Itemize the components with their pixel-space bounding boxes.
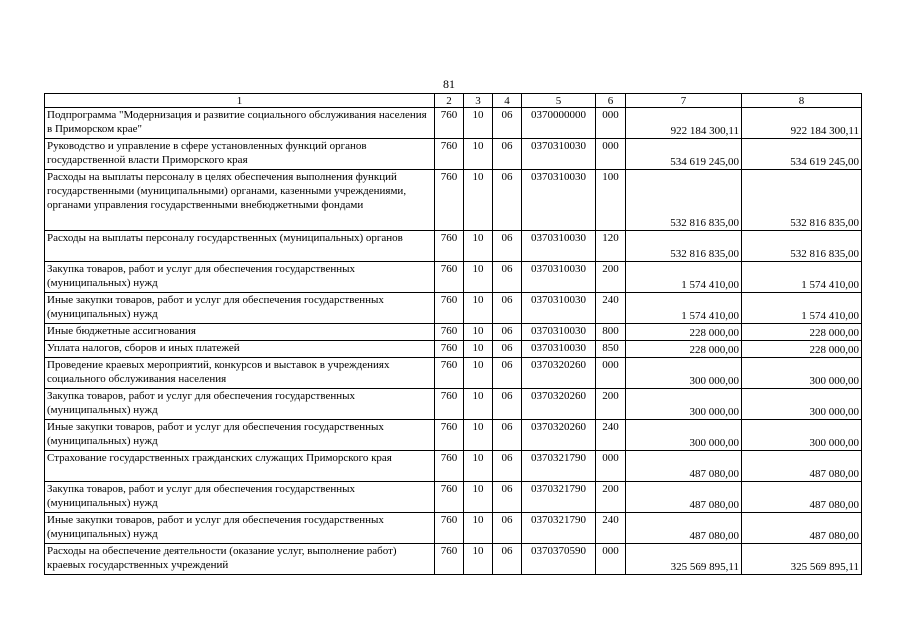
row-target-article: 0370310030: [522, 170, 596, 231]
table-row: [45, 389, 862, 420]
row-section: 10: [464, 451, 493, 482]
row-subsection: 06: [493, 389, 522, 420]
row-subsection: 06: [493, 170, 522, 231]
row-code: 760: [435, 108, 464, 139]
row-target-article: 0370310030: [522, 231, 596, 262]
row-section: 10: [464, 358, 493, 389]
row-name: Проведение краевых мероприятий, конкурсов и выставок в учреждениях социального обслуживания населения: [45, 358, 435, 389]
row-name: Уплата налогов, сборов и иных платежей: [45, 341, 435, 358]
row-name: Закупка товаров, работ и услуг для обеспечения государственных (муниципальных) нужд: [45, 262, 435, 293]
column-header: 5: [522, 94, 596, 108]
row-section: 10: [464, 420, 493, 451]
row-target-article: 0370370590: [522, 544, 596, 575]
row-code: 760: [435, 170, 464, 231]
column-header: 4: [493, 94, 522, 108]
row-section: 10: [464, 482, 493, 513]
row-subsection: 06: [493, 451, 522, 482]
row-expense-type: 100: [596, 170, 626, 231]
row-expense-type: 000: [596, 358, 626, 389]
table-row: [45, 262, 862, 293]
row-expense-type: 240: [596, 293, 626, 324]
row-expense-type: 000: [596, 139, 626, 170]
row-code: 760: [435, 451, 464, 482]
row-name: Закупка товаров, работ и услуг для обеспечения государственных (муниципальных) нужд: [45, 389, 435, 420]
row-target-article: 0370321790: [522, 482, 596, 513]
row-amount-col7: 1 574 410,00: [626, 262, 742, 293]
table-row: [45, 108, 862, 139]
row-amount-col8: 534 619 245,00: [742, 139, 862, 170]
row-section: 10: [464, 513, 493, 544]
row-amount-col8: 1 574 410,00: [742, 293, 862, 324]
row-amount-col8: 300 000,00: [742, 389, 862, 420]
table-row: [45, 513, 862, 544]
row-section: 10: [464, 170, 493, 231]
row-name: Подпрограмма "Модернизация и развитие социального обслуживания населения в Приморском крае": [45, 108, 435, 139]
page-number: 81: [443, 77, 455, 91]
row-code: 760: [435, 482, 464, 513]
row-amount-col7: 300 000,00: [626, 420, 742, 451]
row-target-article: 0370320260: [522, 389, 596, 420]
row-amount-col7: 228 000,00: [626, 341, 742, 358]
row-name: Расходы на обеспечение деятельности (оказание услуг, выполнение работ) краевых государственных учреждений: [45, 544, 435, 575]
row-target-article: 0370310030: [522, 262, 596, 293]
column-header: 1: [45, 94, 435, 108]
row-amount-col8: 300 000,00: [742, 358, 862, 389]
row-amount-col7: 1 574 410,00: [626, 293, 742, 324]
row-target-article: 0370320260: [522, 420, 596, 451]
row-expense-type: 200: [596, 482, 626, 513]
row-target-article: 0370310030: [522, 341, 596, 358]
table-row: [45, 341, 862, 358]
row-target-article: 0370310030: [522, 293, 596, 324]
row-amount-col8: 532 816 835,00: [742, 170, 862, 231]
row-expense-type: 000: [596, 544, 626, 575]
row-name: Расходы на выплаты персоналу в целях обеспечения выполнения функций государственными (муниципальными) органами, казенными учреждениями, органами управления государственными внебюджетными фондами: [45, 170, 435, 231]
row-amount-col8: 300 000,00: [742, 420, 862, 451]
row-name: Иные закупки товаров, работ и услуг для обеспечения государственных (муниципальных) нужд: [45, 293, 435, 324]
row-section: 10: [464, 139, 493, 170]
row-section: 10: [464, 293, 493, 324]
row-subsection: 06: [493, 420, 522, 451]
table-row: [45, 482, 862, 513]
row-amount-col7: 300 000,00: [626, 389, 742, 420]
row-subsection: 06: [493, 513, 522, 544]
row-code: 760: [435, 262, 464, 293]
row-amount-col7: 325 569 895,11: [626, 544, 742, 575]
row-amount-col8: 325 569 895,11: [742, 544, 862, 575]
table-body: [45, 94, 862, 575]
row-code: 760: [435, 389, 464, 420]
row-code: 760: [435, 358, 464, 389]
row-target-article: 0370000000: [522, 108, 596, 139]
table-row: [45, 170, 862, 231]
row-subsection: 06: [493, 544, 522, 575]
column-header: 2: [435, 94, 464, 108]
row-target-article: 0370321790: [522, 513, 596, 544]
row-amount-col8: 487 080,00: [742, 451, 862, 482]
row-amount-col7: 532 816 835,00: [626, 231, 742, 262]
row-amount-col8: 487 080,00: [742, 482, 862, 513]
row-section: 10: [464, 262, 493, 293]
row-amount-col7: 487 080,00: [626, 482, 742, 513]
row-section: 10: [464, 108, 493, 139]
table-row: [45, 139, 862, 170]
row-target-article: 0370310030: [522, 324, 596, 341]
row-expense-type: 200: [596, 262, 626, 293]
row-section: 10: [464, 544, 493, 575]
row-section: 10: [464, 341, 493, 358]
row-subsection: 06: [493, 358, 522, 389]
column-header: 6: [596, 94, 626, 108]
column-header: 8: [742, 94, 862, 108]
row-code: 760: [435, 293, 464, 324]
row-amount-col8: 228 000,00: [742, 324, 862, 341]
row-amount-col7: 487 080,00: [626, 513, 742, 544]
row-expense-type: 850: [596, 341, 626, 358]
row-amount-col7: 487 080,00: [626, 451, 742, 482]
row-expense-type: 800: [596, 324, 626, 341]
row-target-article: 0370321790: [522, 451, 596, 482]
row-name: Закупка товаров, работ и услуг для обеспечения государственных (муниципальных) нужд: [45, 482, 435, 513]
row-amount-col8: 487 080,00: [742, 513, 862, 544]
row-amount-col8: 922 184 300,11: [742, 108, 862, 139]
row-expense-type: 240: [596, 513, 626, 544]
row-code: 760: [435, 341, 464, 358]
row-subsection: 06: [493, 341, 522, 358]
row-expense-type: 240: [596, 420, 626, 451]
table-row: [45, 293, 862, 324]
row-amount-col8: 532 816 835,00: [742, 231, 862, 262]
column-header: 7: [626, 94, 742, 108]
row-subsection: 06: [493, 482, 522, 513]
table-row: [45, 451, 862, 482]
table-row: [45, 358, 862, 389]
row-code: 760: [435, 420, 464, 451]
row-section: 10: [464, 231, 493, 262]
row-name: Иные закупки товаров, работ и услуг для обеспечения государственных (муниципальных) нужд: [45, 513, 435, 544]
row-subsection: 06: [493, 293, 522, 324]
row-amount-col7: 534 619 245,00: [626, 139, 742, 170]
row-expense-type: 200: [596, 389, 626, 420]
row-subsection: 06: [493, 139, 522, 170]
row-expense-type: 120: [596, 231, 626, 262]
row-name: Страхование государственных гражданских служащих Приморского края: [45, 451, 435, 482]
table-row: [45, 544, 862, 575]
row-subsection: 06: [493, 108, 522, 139]
row-name: Руководство и управление в сфере установленных функций органов государственной власти Приморского края: [45, 139, 435, 170]
row-amount-col8: 228 000,00: [742, 341, 862, 358]
row-subsection: 06: [493, 324, 522, 341]
row-name: Иные бюджетные ассигнования: [45, 324, 435, 341]
row-section: 10: [464, 389, 493, 420]
row-amount-col7: 532 816 835,00: [626, 170, 742, 231]
budget-table: [44, 93, 862, 575]
row-amount-col7: 922 184 300,11: [626, 108, 742, 139]
column-header: 3: [464, 94, 493, 108]
table-row: [45, 420, 862, 451]
row-code: 760: [435, 139, 464, 170]
row-code: 760: [435, 231, 464, 262]
table-row: [45, 324, 862, 341]
row-subsection: 06: [493, 231, 522, 262]
row-expense-type: 000: [596, 108, 626, 139]
row-amount-col8: 1 574 410,00: [742, 262, 862, 293]
header-row: [45, 94, 862, 108]
row-code: 760: [435, 513, 464, 544]
row-name: Иные закупки товаров, работ и услуг для обеспечения государственных (муниципальных) нужд: [45, 420, 435, 451]
row-section: 10: [464, 324, 493, 341]
row-amount-col7: 228 000,00: [626, 324, 742, 341]
row-expense-type: 000: [596, 451, 626, 482]
row-code: 760: [435, 544, 464, 575]
table-row: [45, 231, 862, 262]
row-subsection: 06: [493, 262, 522, 293]
row-code: 760: [435, 324, 464, 341]
row-amount-col7: 300 000,00: [626, 358, 742, 389]
row-name: Расходы на выплаты персоналу государственных (муниципальных) органов: [45, 231, 435, 262]
row-target-article: 0370320260: [522, 358, 596, 389]
row-target-article: 0370310030: [522, 139, 596, 170]
